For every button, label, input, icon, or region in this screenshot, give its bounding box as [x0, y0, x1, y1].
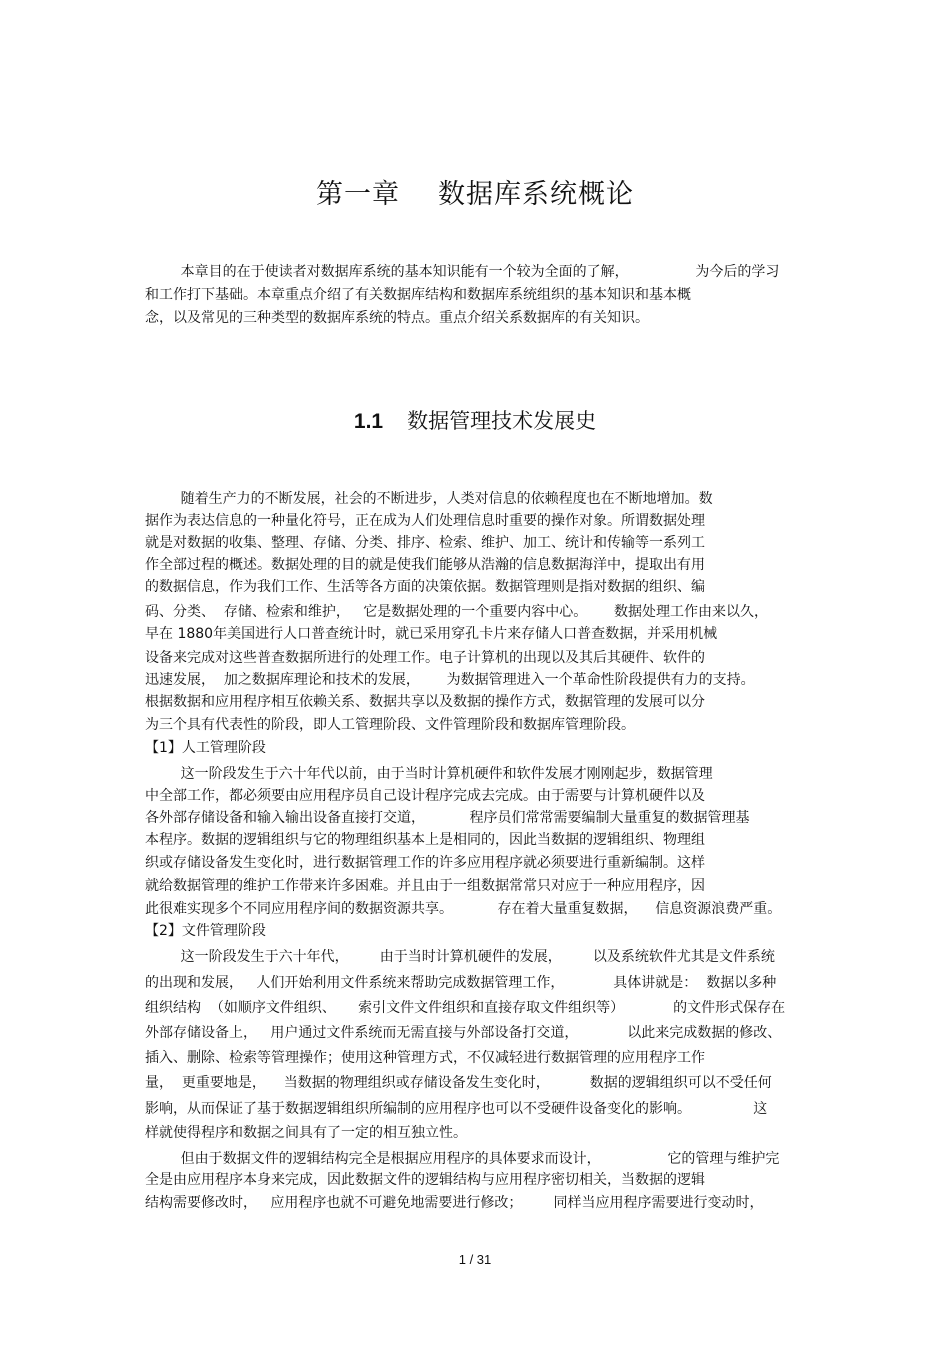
body-line: 随着生产力的不断发展，社会的不断进步，人类对信息的依赖程度也在不断地增加。数	[145, 491, 713, 507]
body-line: 就给数据管理的维护工作带来许多困难。并且由于一组数据常常只对应于一种应用程序，因	[145, 878, 705, 894]
body-line: 的数据信息，作为我们工作、生活等各方面的决策依据。数据管理则是指对数据的组织、编	[145, 579, 705, 595]
section-number: 1.1	[353, 410, 384, 433]
body-line: 就是对数据的收集、整理、存储、分类、排序、检索、维护、加工、统计和传输等一系列工	[145, 535, 705, 551]
body-line: 早在 1880年美国进行人口普查统计时，就已采用穿孔卡片来存储人口普查数据，并采用机械	[145, 626, 718, 642]
body-line: 织或存储设备发生变化时，进行数据管理工作的许多应用程序就必须要进行重新编制。这样	[145, 855, 705, 871]
body-line: 码、分类、 存储、检索和维护， 它是数据处理的一个重要内容中心。 数据处理工作由来以久，	[145, 604, 768, 620]
intro-line: 念，以及常见的三种类型的数据库系统的特点。重点介绍关系数据库的有关知识。	[145, 310, 649, 326]
subsection-heading: 【2】文件管理阶段	[145, 923, 266, 939]
body-line: 样就使得程序和数据之间具有了一定的相互独立性。	[145, 1125, 467, 1141]
body-line: 插入、删除、检索等管理操作；使用这种管理方式，不仅减轻进行数据管理的应用程序工作	[145, 1050, 705, 1066]
chapter-heading: 数据库系统概论	[438, 179, 634, 210]
intro-line: 和工作打下基础。本章重点介绍了有关数据库结构和数据库系统组织的基本知识和基本概	[145, 287, 691, 303]
body-line: 这一阶段发生于六十年代， 由于当时计算机硬件的发展， 以及系统软件尤其是文件系统	[145, 949, 775, 965]
body-line: 为三个具有代表性的阶段，即人工管理阶段、文件管理阶段和数据库管理阶段。	[145, 717, 635, 733]
body-line: 这一阶段发生于六十年代以前，由于当时计算机硬件和软件发展才刚刚起步，数据管理	[145, 766, 713, 782]
body-line: 全是由应用程序本身来完成，因此数据文件的逻辑结构与应用程序密切相关，当数据的逻辑	[145, 1172, 705, 1188]
body-line: 迅速发展， 加之数据库理论和技术的发展， 为数据管理进入一个革命性阶段提供有力的支持。	[145, 672, 755, 688]
body-line: 各外部存储设备和输入输出设备直接打交道， 程序员们常常需要编制大量重复的数据管理基	[145, 810, 750, 826]
body-line: 外部存储设备上， 用户通过文件系统而无需直接与外部设备打交道， 以此来完成数据的修改、	[145, 1025, 782, 1041]
section-heading: 数据管理技术发展史	[407, 409, 597, 433]
body-line: 结构需要修改时， 应用程序也就不可避免地需要进行修改； 同样当应用程序需要进行变动时，	[145, 1195, 764, 1211]
body-line: 此很难实现多个不同应用程序间的数据资源共享。 存在着大量重复数据， 信息资源浪费严重。	[145, 901, 782, 917]
page-number: 1 / 31	[458, 1252, 492, 1267]
body-line: 的出现和发展， 人们开始利用文件系统来帮助完成数据管理工作， 具体讲就是： 数据以多种	[145, 975, 777, 991]
body-line: 中全部工作，都必须要由应用程序员自己设计程序完成去完成。由于需要与计算机硬件以及	[145, 788, 705, 804]
body-line: 组织结构 （如顺序文件组织、 索引文件文件组织和直接存取文件组织等） 的文件形式保存在	[145, 1000, 786, 1016]
body-line: 量， 更重要地是， 当数据的物理组织或存储设备发生变化时， 数据的逻辑组织可以不受任何	[145, 1075, 772, 1091]
body-line: 作全部过程的概述。数据处理的目的就是使我们能够从浩瀚的信息数据海洋中，提取出有用	[145, 557, 705, 573]
body-line: 但由于数据文件的逻辑结构完全是根据应用程序的具体要求而设计， 它的管理与维护完	[145, 1151, 780, 1167]
body-line: 据作为表达信息的一种量化符号，正在成为人们处理信息时重要的操作对象。所谓数据处理	[145, 513, 705, 529]
body-line: 影响，从而保证了基于数据逻辑组织所编制的应用程序也可以不受硬件设备变化的影响。 这	[145, 1101, 768, 1117]
body-line: 根据数据和应用程序相互依赖关系、数据共享以及数据的操作方式，数据管理的发展可以分	[145, 694, 705, 710]
chapter-number: 第一章	[316, 179, 400, 210]
subsection-heading: 【1】人工管理阶段	[145, 740, 266, 756]
section-title	[0, 405, 950, 435]
body-line: 设备来完成对这些普查数据所进行的处理工作。电子计算机的出现以及其后其硬件、软件的	[145, 650, 705, 666]
body-line: 本程序。数据的逻辑组织与它的物理组织基本上是相同的，因此当数据的逻辑组织、物理组	[145, 832, 705, 848]
intro-line: 本章目的在于使读者对数据库系统的基本知识能有一个较为全面的了解， 为今后的学习	[145, 264, 780, 280]
chapter-title	[0, 172, 950, 211]
